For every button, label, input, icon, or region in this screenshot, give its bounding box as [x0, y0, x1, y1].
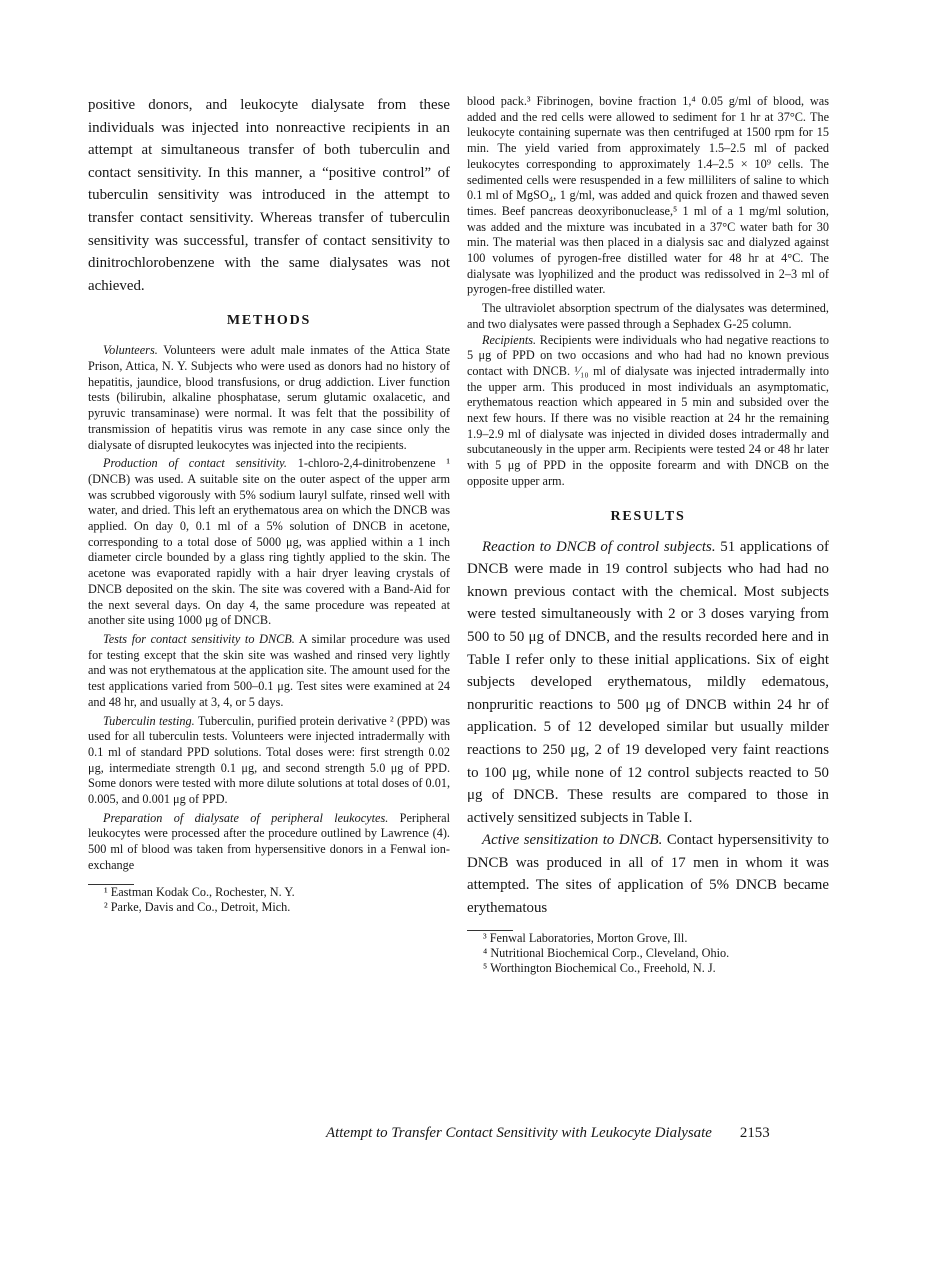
preparation-paragraph: [88, 811, 450, 874]
reaction-body: 51 applications of DNCB were made in 19 control subjects who had had no known previous contact with the chemical. Most subjects were tested simultaneously with 2 or 3 doses varying from 500 to 50 μg of DNCB, and the results recorded here and in Table I refer only to these initial applications. Six of eight subjects developed erythematous, mildly edematous, nonpruritic reactions to 500 μg of DNCB within 24 hr of application. 5 of 12 developed similar but usually milder reactions to 250 μg, 2 of 19 developed very faint reactions to 100 μg, while none of 12 control subjects reacted to 50 μg of DNCB. These results are compared to those in actively sensitized subjects in Table I.: [467, 538, 829, 826]
preparation-heading: Preparation of dialysate of peripheral leukocytes.: [103, 810, 389, 825]
tuberculin-body: Tuberculin, purified protein derivative ² (PPD) was used for all tuberculin tests. Volunteers were injected intradermally with 0.1 ml of standard PPD solutions. Total doses were: first strength 0.02 μg, intermediate strength 0.1 μg, and second strength 5.0 μg of PPD. Some donors were tested with more dilute solutions at total doses of 0.01, 0.005, and 0.001 μg of PPD.: [88, 713, 451, 807]
absorption-paragraph: The ultraviolet absorption spectrum of the dialysates was determined, and two dialysates were passed through a Sephadex G-25 column.: [467, 301, 829, 331]
tests-heading: Tests for contact sensitivity to DNCB.: [103, 632, 295, 646]
volunteers-paragraph: [88, 343, 450, 453]
intro-paragraph: positive donors, and leukocyte dialysate from these individuals was injected into nonreactive recipients in an attempt at simultaneous transfer of both tuberculin and contact sensitivity. In this manner, a “positive control” of tuberculin sensitivity was introduced in the attempt to transfer contact sensitivity. Whereas transfer of tuberculin sensitivity was successful, transfer of contact sensitivity to dinitrochlorobenzene with the same dialysates was not achieved.: [88, 97, 450, 294]
recipients-heading: Recipients.: [482, 332, 537, 347]
reaction-heading: Reaction to DNCB of control subjects.: [482, 538, 716, 555]
reaction-paragraph: [467, 536, 829, 830]
footnote-3: ³ Fenwal Laboratories, Morton Grove, Ill.: [483, 930, 688, 945]
continuation-paragraph: blood pack.³ Fibrinogen, bovine fraction 1,⁴ 0.05 g/ml of blood, was added and the red cells were allowed to sediment for 1 hr at 37°C. The leukocyte containing supernate was then centrifuged at 1500 rpm for 15 min. The yield varied from approximately 1.5–2.5 ml of packed leukocytes corresponding to approximately 1.4–2.5 × 10⁹ cells. The sedimented cells were resuspended in a few milliliters of saline to which 0.1 ml of MgSO₄, 1 g/ml, was added and quick frozen and thawed seven times. Beef pancreas deoxyribonuclease,⁵ 1 ml of a 1 mg/ml solution, was added and the mixture was incubated in a 37°C water bath for 30 min. The material was then placed in a dialysis sac and dialyzed against 100 volumes of pyrogen-free distilled water for 48 hr at 4°C. The dialysate was lyophilized and the product was redissolved in 2–3 ml of pyrogen-free distilled water.: [467, 94, 829, 297]
page-number: 2153: [739, 1125, 770, 1141]
production-body: 1-chloro-2,4-dinitrobenzene ¹ (DNCB) was used. A suitable site on the outer aspect of the upper arm was scrubbed vigorously with 5% sodium lauryl sulfate, rinsed well with water, and dried. This left an erythematous area on which the DNCB was applied. On day 0, 0.1 ml of a 5% solution of DNCB in acetone, corresponding to a total dose of 5000 μg, was applied within a 1 inch diameter circle bounded by a glass ring tightly applied to the skin. The acetone was evaporated rapidly with a hair dryer leaving crystals of DNCB deposited on the skin. The site was covered with a Band-Aid for the next several days. On day 4, the same procedure was repeated at another site using 1000 μg of DNCB.: [88, 456, 451, 628]
tuberculin-paragraph: [88, 714, 450, 808]
tests-body: A similar procedure was used for testing except that the skin site was washed and rinsed very lightly and was not erythematous at the application site. The amount used for the test applications varied from 500–0.1 μg. Test sites were examined at 24 and 48 hr, and usually at 3, 4, or 5 days.: [88, 632, 451, 709]
methods-heading: METHODS: [226, 313, 312, 329]
footnote-5: ⁵ Worthington Biochemical Co., Freehold, N. J.: [483, 961, 716, 976]
footnote-2: ² Parke, Davis and Co., Detroit, Mich.: [104, 899, 291, 914]
tuberculin-heading: Tuberculin testing.: [103, 713, 195, 728]
running-title: Attempt to Transfer Contact Sensitivity with Leukocyte Dialysate: [326, 1125, 712, 1141]
right-column: [467, 94, 829, 977]
preparation-body: Peripheral leukocytes were processed after the procedure outlined by Lawrence (4). 500 ml of blood was taken from hypersensitive donors in a Fenwal ion-exchange: [88, 810, 450, 872]
recipients-body: Recipients were individuals who had negative reactions to 5 μg of PPD on two occasions and who had had no known previous contact with DNCB. ¹⁄₁₀ ml of dialysate was injected intradermally into the upper arm. This produced in most individuals an asymptomatic, erythematous reaction which appeared in 5 min and subsided over the next few hours. If there was no visible reaction at 24 hr the remaining 1.9–2.9 ml of dialysate was injected in divided doses intradermally and subcutaneously in the upper arm. Recipients were tested 24 or 48 hr later with 5 μg of PPD in the opposite forearm and with DNCB on the opposite upper arm.: [467, 332, 829, 488]
running-footer: [326, 1125, 826, 1142]
active-paragraph: [467, 829, 829, 919]
left-column: [88, 94, 450, 915]
active-body: Contact hypersensitivity to DNCB was produced in all of 17 men in whom it was attempted. The sites of application of 5% DNCB became erythematous: [467, 832, 829, 917]
results-heading: RESULTS: [610, 508, 686, 524]
volunteers-body: Volunteers were adult male inmates of the Attica State Prison, Attica, N. Y. Subjects who were used as donors had no history of hepatitis, jaundice, blood transfusions, or drug addiction. Liver function tests (bilirubin, alkaline phosphatase, serum glutamic oxalacetic, and pyruvic transaminase) were normal. It was felt that the possibility of transmission of hepatitis virus was remote in any case since only the dialysate of disrupted leukocytes was injected into the recipients.: [88, 343, 450, 452]
active-heading: Active sensitization to DNCB.: [482, 832, 663, 849]
footnote-4: ⁴ Nutritional Biochemical Corp., Cleveland, Ohio.: [483, 946, 730, 961]
production-paragraph: [88, 456, 450, 629]
production-heading: Production of contact sensitivity.: [103, 456, 287, 471]
recipients-paragraph: [467, 333, 829, 490]
volunteers-heading: Volunteers.: [103, 343, 158, 358]
tests-paragraph: [88, 632, 450, 711]
footnote-1: ¹ Eastman Kodak Co., Rochester, N. Y.: [104, 884, 295, 899]
